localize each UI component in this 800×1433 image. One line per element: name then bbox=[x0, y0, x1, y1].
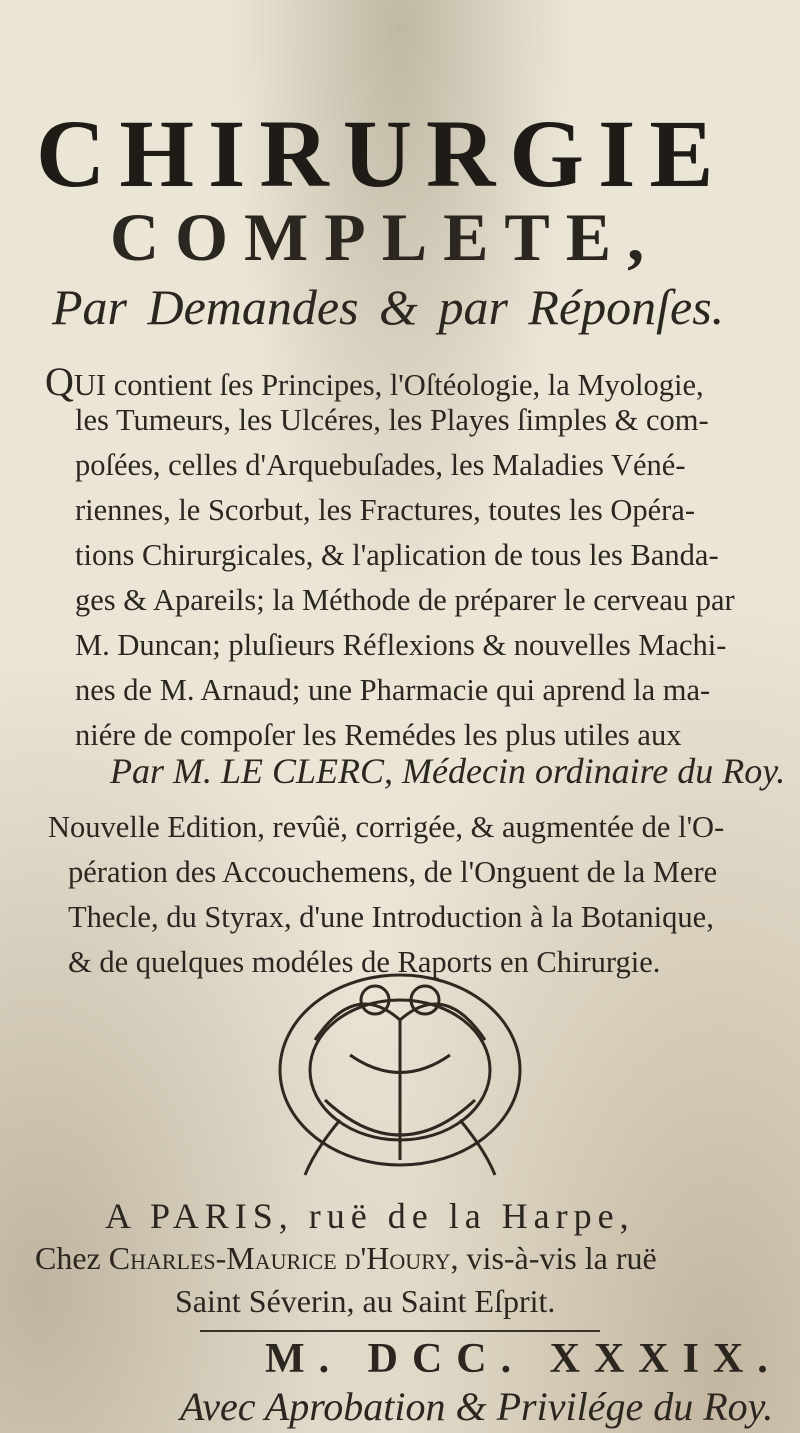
edition-line-3: Thecle, du Styrax, d'une Introduction à la Botanique, bbox=[68, 900, 714, 934]
description-line-7: M. Duncan; pluſieurs Réflexions & nouvelles Machi- bbox=[75, 628, 727, 662]
edition-line-1: Nouvelle Edition, revûë, corrigée, & augmentée de l'O- bbox=[48, 810, 725, 844]
description-line-5: tions Chirurgicales, & l'aplication de tous les Banda- bbox=[75, 538, 719, 572]
description-line-9: niére de compoſer les Remédes les plus utiles aux bbox=[75, 718, 682, 752]
description-line-1 bbox=[45, 358, 704, 405]
drop-letter: Q bbox=[45, 359, 74, 404]
description-line-2: les Tumeurs, les Ulcéres, les Playes ſimples & com- bbox=[75, 403, 709, 437]
date-line: M. DCC. XXXIX. bbox=[265, 1336, 782, 1382]
privilege-line: Avec Aprobation & Privilége du Roy. bbox=[180, 1384, 774, 1429]
subtitle: Par Demandes & par Réponſes. bbox=[52, 279, 725, 335]
title-line-1: CHIRURGIE bbox=[36, 100, 728, 207]
title-line-2: COMPLETE, bbox=[110, 199, 661, 275]
divider-rule bbox=[200, 1330, 600, 1332]
imprint-sign-line: Saint Séverin, au Saint Eſprit. bbox=[175, 1283, 556, 1319]
description-line-3: poſées, celles d'Arquebuſades, les Maladies Véné- bbox=[75, 448, 686, 482]
imprint-city-line: A PARIS, ruë de la Harpe, bbox=[105, 1196, 635, 1236]
description-line-4: riennes, le Scorbut, les Fractures, toutes les Opéra- bbox=[75, 493, 695, 527]
imprint-publisher-line bbox=[35, 1240, 657, 1277]
imprint-rest: vis-à-vis la ruë bbox=[466, 1240, 657, 1276]
imprint-chez: Chez bbox=[35, 1240, 101, 1276]
description-line-8: nes de M. Arnaud; une Pharmacie qui aprend la ma- bbox=[75, 673, 711, 707]
edition-line-4: & de quelques modéles de Raports en Chirurgie. bbox=[68, 945, 661, 979]
description-text: UI contient ſes Principes, l'Oſtéologie, la Myologie, bbox=[73, 368, 704, 402]
author-line: Par M. LE CLERC, Médecin ordinaire du Roy. bbox=[110, 751, 786, 791]
ornament-vignette bbox=[255, 960, 545, 1185]
edition-line-2: pération des Accouchemens, de l'Onguent de la Mere bbox=[68, 855, 718, 889]
description-line-6: ges & Apareils; la Méthode de préparer le cerveau par bbox=[75, 583, 735, 617]
imprint-publisher: Charles-Maurice d'Houry, bbox=[108, 1240, 459, 1276]
